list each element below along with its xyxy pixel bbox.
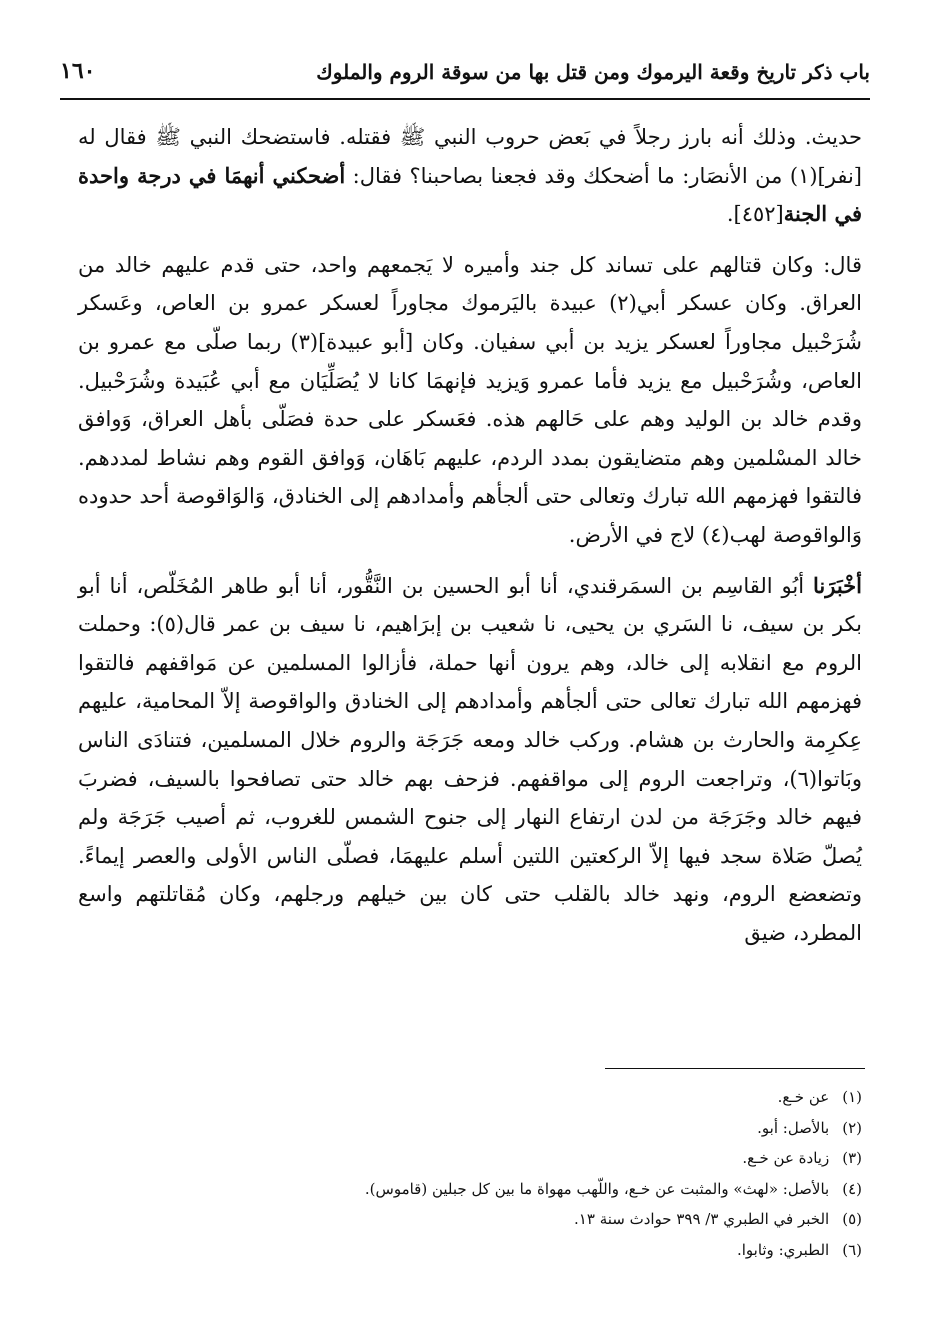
footnote-number: (٣) (842, 1149, 862, 1168)
footnote (78, 1143, 862, 1174)
footnote (78, 1204, 862, 1235)
footnote-text: بالأصل: «لهث» والمثبت عن خـع، واللّهب مهواة ما بين كل جبلين (قاموس). (364, 1179, 830, 1198)
footnote (78, 1174, 862, 1205)
page-header (60, 52, 870, 100)
footnote-number: (٢) (842, 1118, 862, 1137)
footnote (78, 1082, 862, 1113)
paragraph (78, 118, 862, 234)
footnotes (78, 1082, 862, 1266)
footnote-number: (٤) (842, 1179, 862, 1198)
text-run: أبُو القاسِم بن السمَرقندي، أنا أبو الحسين بن النَّقُّور، أنا أبو طاهر المُخَلّص، أنا أبو بكر بن سيف، نا السَري بن يحيى، نا شعيب بن إبرَاهيم، نا سيف بن عمر قال(٥): وحملت الروم مع انقلابه إلى خالد، وهم يرون أنها حملة، فأزالوا المسلمين عن مَواقفهم فالتقوا فهزمهم الله تبارك تعالى حتى ألجأهم وأمدادهم إلى الخنادق والواقوصة إلاّ المحامية، عليهم عِكرِمة والحارث بن هشام. وركب خالد ومعه جَرَجَة والروم خلال المسلمين، فتنادَى الناس وبَاتوا(٦)، وتراجعت الروم إلى مواقفهم. فزحف بهم خالد حتى تصافحوا بالسيف، فضربَ فيهم خالد وجَرَجَة من لدن ارتفاع النهار إلى جنوح الشمس للغروب، ثم أصيب جَرَجَة ولم يُصلّ صَلاة سجد فيها إلاّ الركعتين اللتين أسلم عليهمَا، فصلّى الناس الأولى والعصر إيماءً. وتضعضع الروم، ونهد خالد بالقلب حتى كان بين خيلهم ورجلهم، وكان مُقاتلتهم واسع المطرد، ضيق (78, 573, 862, 945)
body-text (78, 118, 862, 952)
footnote-text: بالأصل: أبو. (757, 1118, 830, 1137)
footnote-number: (١) (842, 1088, 862, 1106)
running-title: باب ذكر تاريخ وقعة اليرموك ومن قتل بها من سوقة الروم والملوك (316, 60, 870, 84)
footnote-text: زيادة عن خـع. (742, 1149, 830, 1168)
bold-text-run: أضحكني أنهمَا في درجة واحدة في الجنة (78, 162, 862, 227)
footnote (78, 1235, 862, 1266)
footnote-number: (٥) (842, 1210, 862, 1229)
text-run: [٤٥٢]. (726, 202, 784, 227)
footnote-text: الطبري: وثابوا. (736, 1240, 830, 1259)
footnote-number: (٦) (842, 1240, 862, 1259)
footnote-text: الخبر في الطبري ٣/ ٣٩٩ حوادث سنة ١٣. (574, 1210, 830, 1229)
page-number: ١٦٠ (60, 58, 96, 84)
paragraph (78, 246, 862, 555)
text-run: قال: وكان قتالهم على تساند كل جند وأميره لا يَجمعهم واحد، حتى قدم عليهم خالد من العراق. وكان عسكر أبي(٢) عبيدة باليَرموك مجاوراً لعسكر عمرو بن العاص، وعَسكر شُرَحْبيل مجاوراً لعسكر يزيد بن أبي سفيان. وكان [أبو عبيدة](٣) ربما صلّى مع عمرو بن العاص، وشُرَحْبيل مع يزيد فأما عمرو وَيزيد فإنهمَا كانا لا يُصَلِّيَان مع أبي عُبَيدة وشُرَحْبيل. وقدم خالد بن الوليد وهم على حَالهم هذه. فعَسكر على حدة فصَلّى بأهل العراق، وَوافق خالد المسْلمين وهم متضايقون بمدد الردم، عليهم بَاهَان، وَوافق القوم وهم نشاط لمددهم. فالتقوا فهزمهم الله تبارك وتعالى حتى ألجأهم وأمدادهم إلى الخنادق، وَالوَاقوصة أحد حدوده وَالواقوصة لهب(٤) لاج في الأرض. (78, 252, 863, 547)
footnote-text: عن خـع. (777, 1088, 830, 1106)
text-run: حديث. وذلك أنه بارز رجلاً في بَعض حروب النبي ﷺ فقتله. فاستضحك النبي ﷺ فقال له [نفر](١) من الأنصَار: ما أضحكك وقد فجعنا بصاحبنا؟ فقال: (78, 125, 862, 188)
paragraph (78, 567, 862, 953)
bold-text-run: أخْبَرَنا (813, 572, 862, 598)
footnote-divider (605, 1068, 865, 1069)
footnote (78, 1113, 862, 1144)
